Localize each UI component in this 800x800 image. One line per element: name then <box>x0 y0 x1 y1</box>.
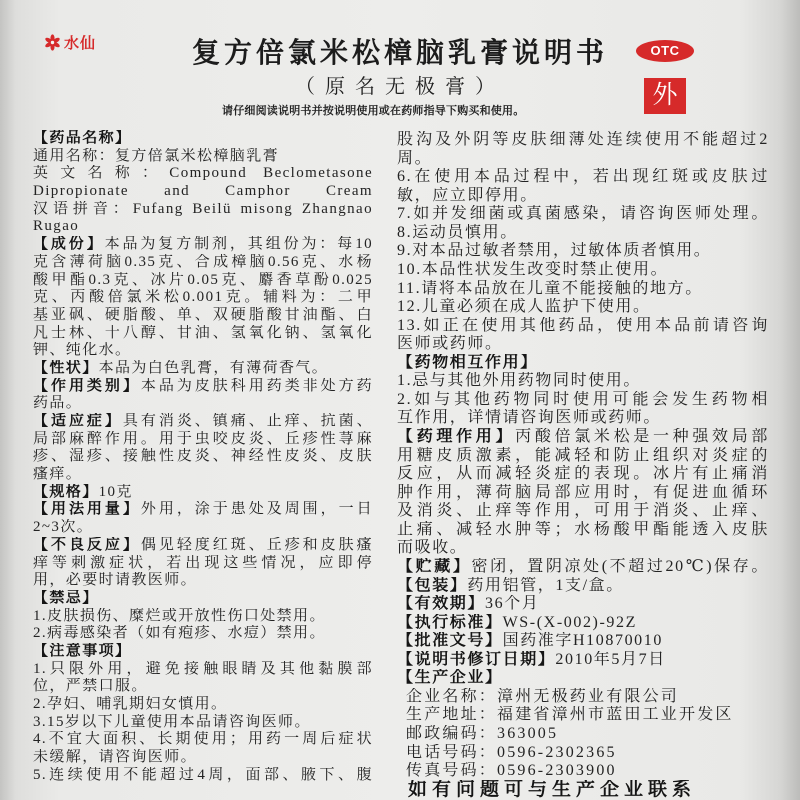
line-text: 6.在使用本品过程中，若出现红斑或皮肤过 <box>397 168 769 186</box>
right-line <box>397 706 769 725</box>
line-text: 国药准字H10870010 <box>502 632 663 650</box>
right-line <box>397 372 769 391</box>
line-text: 2~3次。 <box>33 519 94 536</box>
line-text: 钾、纯化水。 <box>33 342 132 359</box>
line-text: 而吸收。 <box>397 539 468 557</box>
line-text: 具有消炎、镇痛、止痒、抗菌、 <box>122 413 373 429</box>
line-text: 克含薄荷脑0.35克、合成樟脑0.56克、水杨 <box>33 253 373 270</box>
left-line <box>33 325 373 343</box>
left-line <box>33 254 373 272</box>
line-text: 位，严禁口服。 <box>33 678 148 695</box>
left-line <box>33 572 373 590</box>
line-text: 用，必要时请教医师。 <box>33 572 198 589</box>
company-address: 生产地址：福建省漳州市蓝田工业开发区 <box>406 706 734 724</box>
line-text: 丙酸倍氯米松是一种强效局部 <box>515 428 769 445</box>
external-use-badge: 外 <box>644 78 686 114</box>
line-text: 药品。 <box>33 395 83 412</box>
line-text: 12.儿童必须在成人监护下使用。 <box>397 298 651 316</box>
right-line <box>397 391 769 410</box>
right-line <box>397 577 769 596</box>
right-line <box>397 298 769 317</box>
line-text: 2.如与其他药物同时使用可能会发生药物相 <box>397 390 769 408</box>
heading-shelf-life: 【有效期】 <box>397 595 486 613</box>
brand-name: 水仙 <box>64 35 97 52</box>
heading-contraindications: 【禁忌】 <box>33 589 99 606</box>
line-text: 互作用，详情请咨询医师或药师。 <box>397 409 662 427</box>
line-text: Rugao <box>33 218 80 235</box>
right-line <box>397 131 769 150</box>
line-text: 周。 <box>397 149 433 167</box>
right-line <box>397 205 769 224</box>
right-line <box>397 447 769 466</box>
left-line <box>33 661 373 679</box>
heading-revision-date: 【说明书修订日期】 <box>397 650 556 668</box>
fax-number: 传真号码：0596-2303900 <box>406 762 617 780</box>
left-line <box>33 165 373 183</box>
line-text: 敏，应立即停用。 <box>397 186 538 204</box>
right-line <box>397 242 769 261</box>
line-text: 通用名称：复方倍氯米松樟脑乳膏 <box>33 147 280 164</box>
right-line <box>397 632 769 651</box>
heading-standard: 【执行标准】 <box>397 613 503 631</box>
left-line <box>33 218 373 236</box>
right-line <box>397 595 769 614</box>
line-text: 药用铝管，1支/盒。 <box>467 576 624 594</box>
heading-indications: 【适应症】 <box>33 413 123 429</box>
left-line <box>33 501 373 519</box>
line-text: 局部麻醉作用。用于虫咬皮炎、丘疹性荨麻 <box>33 430 373 447</box>
left-line <box>33 608 373 626</box>
line-text: 反应，从而减轻炎症的表现。冰片有止痛消 <box>397 465 769 483</box>
line-text: WS-(X-002)-92Z <box>502 613 637 631</box>
left-line <box>33 696 373 714</box>
left-line <box>33 342 373 360</box>
left-column <box>33 130 373 784</box>
left-line <box>33 272 373 290</box>
line-text: 本品为复方制剂，其组份为：每10 <box>104 236 373 253</box>
heading-appearance: 【性状】 <box>33 359 99 376</box>
line-text: 密闭，置阴凉处(不超过20℃)保存。 <box>471 557 769 575</box>
right-line <box>397 187 769 206</box>
left-line <box>33 378 373 396</box>
line-text: 疹、湿疹、接触性皮炎、神经性皮炎、皮肤 <box>33 448 373 465</box>
right-line <box>397 614 769 633</box>
line-text: 10克 <box>98 483 133 500</box>
right-line <box>397 725 769 744</box>
right-line <box>397 409 769 428</box>
line-text: 外用，涂于患处及周围，一日 <box>140 501 373 518</box>
line-text: 痒等刺激症状，若出现这些情况，应即停 <box>33 554 373 571</box>
line-text: 基亚砜、硬脂酸、单、双硬脂酸甘油酯、白 <box>33 306 373 323</box>
right-line <box>397 744 769 763</box>
heading-drug-name: 【药品名称】 <box>33 130 132 146</box>
line-text: 2010年5月7日 <box>555 650 666 668</box>
heading-dosage: 【用法用量】 <box>33 501 141 518</box>
line-text: 及消炎、止痒等作用，可用于消炎、止痒、 <box>397 502 769 520</box>
right-line <box>397 484 769 503</box>
line-text: 2.孕妇、哺乳期妇女慎用。 <box>33 696 228 712</box>
company-name: 企业名称：漳州无极药业有限公司 <box>406 687 680 705</box>
left-line <box>33 201 373 219</box>
document-subtitle: （原名无极膏） <box>295 76 505 98</box>
right-line <box>397 651 769 670</box>
left-line <box>33 731 373 749</box>
left-line <box>33 307 373 325</box>
reading-notice: 请仔细阅读说明书并按说明使用或在药师指导下购买和使用。 <box>222 105 525 117</box>
right-line <box>397 502 769 521</box>
line-text: 凡士林、十八醇、甘油、氢氧化钠、氢氧化 <box>33 324 373 341</box>
right-line <box>397 465 769 484</box>
right-line <box>397 335 769 354</box>
line-text: 10.本品性状发生改变时禁止使用。 <box>397 260 669 278</box>
right-line <box>397 261 769 280</box>
line-text: 酸甲酯0.3克、冰片0.05克、麝香草酚0.025 <box>33 271 373 288</box>
line-text: 7.如并发细菌或真菌感染，请咨询医师处理。 <box>397 205 769 223</box>
line-text: 13.如正在使用其他药品，使用本品前请咨询 <box>397 316 769 334</box>
line-text: 1.忌与其他外用药物同时使用。 <box>397 372 642 390</box>
heading-category: 【作用类别】 <box>33 377 141 394</box>
left-line <box>33 678 373 696</box>
line-text: 本品为皮肤科用药类非处方药 <box>140 377 373 394</box>
right-line <box>397 150 769 169</box>
document-title: 复方倍氯米松樟脑乳膏说明书 <box>191 38 608 69</box>
line-text: 偶见轻度红斑、丘疹和皮肤瘙 <box>140 536 373 553</box>
right-line <box>397 539 769 558</box>
left-line <box>33 767 373 785</box>
line-text: 36个月 <box>485 595 540 613</box>
heading-drug-interactions: 【药物相互作用】 <box>397 353 538 371</box>
heading-approval-number: 【批准文号】 <box>397 632 503 650</box>
contact-footer-note: 如有问题可与生产企业联系 <box>408 780 697 800</box>
line-text: 医师或药师。 <box>397 335 503 353</box>
line-text: 11.请将本品放在儿童不能接触的地方。 <box>397 279 703 297</box>
line-text: 肿作用，薄荷脑局部应用时，有促进血循环 <box>397 483 769 501</box>
right-line <box>397 168 769 187</box>
line-text: 用糖皮质激素，能减轻和防止组织对炎症的 <box>397 446 769 464</box>
left-line <box>33 360 373 378</box>
right-line <box>397 669 769 688</box>
line-text: 1.皮肤损伤、糜烂或开放性伤口处禁用。 <box>33 607 326 624</box>
left-line <box>33 590 373 608</box>
left-line <box>33 431 373 449</box>
line-text: 汉语拼音：Fufang Beilü misong Zhangnao <box>33 200 373 217</box>
line-text: 克、丙酸倍氯米松0.001克。辅料为：二甲 <box>33 289 373 306</box>
left-line <box>33 714 373 732</box>
heading-manufacturer: 【生产企业】 <box>397 669 503 687</box>
line-text: 1.只限外用，避免接触眼睛及其他黏膜部 <box>33 660 373 677</box>
line-text: 4.不宜大面积、长期使用；用药一周后症状 <box>33 731 373 748</box>
left-line <box>33 749 373 767</box>
heading-specification: 【规格】 <box>33 483 99 500</box>
left-line <box>33 466 373 484</box>
line-text: 止痛、减轻水肿等；水杨酸甲酯能透入皮肤 <box>397 520 769 538</box>
left-line <box>33 555 373 573</box>
right-line <box>397 280 769 299</box>
left-line <box>33 448 373 466</box>
left-line <box>33 413 373 431</box>
left-line <box>33 289 373 307</box>
left-line <box>33 537 373 555</box>
line-text: 9.对本品过敏者禁用，过敏体质者慎用。 <box>397 242 712 260</box>
left-line <box>33 643 373 661</box>
heading-ingredients: 【成份】 <box>33 236 105 253</box>
right-line <box>397 317 769 336</box>
right-line <box>397 762 769 781</box>
right-line <box>397 521 769 540</box>
heading-pharmacology: 【药理作用】 <box>397 428 516 445</box>
line-text: 英文名称：Compound Beclometasone <box>33 165 373 182</box>
line-text: 未缓解，请咨询医师。 <box>33 749 198 766</box>
line-text: 本品为白色乳膏，有薄荷香气。 <box>98 359 329 376</box>
heading-storage: 【贮藏】 <box>397 557 472 575</box>
right-line <box>397 558 769 577</box>
right-line <box>397 354 769 373</box>
heading-precautions: 【注意事项】 <box>33 642 132 659</box>
line-text: 2.病毒感染者（如有疱疹、水痘）禁用。 <box>33 625 326 642</box>
right-line <box>397 428 769 447</box>
right-line <box>397 224 769 243</box>
left-line <box>33 148 373 166</box>
line-text: 3.15岁以下儿童使用本品请咨询医师。 <box>33 713 311 730</box>
right-column <box>397 131 769 781</box>
right-line <box>397 688 769 707</box>
left-line <box>33 519 373 537</box>
line-text: 5.连续使用不能超过4周，面部、腋下、腹 <box>33 766 373 783</box>
left-line <box>33 395 373 413</box>
line-text: Dipropionate and Camphor Cream <box>33 183 373 200</box>
line-text: 股沟及外阴等皮肤细薄处连续使用不能超过2 <box>397 131 769 148</box>
left-line <box>33 183 373 201</box>
phone-number: 电话号码：0596-2302365 <box>406 743 617 761</box>
left-line <box>33 625 373 643</box>
left-line <box>33 236 373 254</box>
postal-code: 邮政编码：363005 <box>406 725 559 742</box>
line-text: 瘙痒。 <box>33 466 83 483</box>
heading-adverse-reactions: 【不良反应】 <box>33 536 141 553</box>
line-text: 8.运动员慎用。 <box>397 223 518 241</box>
left-line <box>33 484 373 502</box>
otc-badge: OTC <box>636 40 694 62</box>
left-line <box>33 130 373 148</box>
heading-packaging: 【包装】 <box>397 576 468 594</box>
